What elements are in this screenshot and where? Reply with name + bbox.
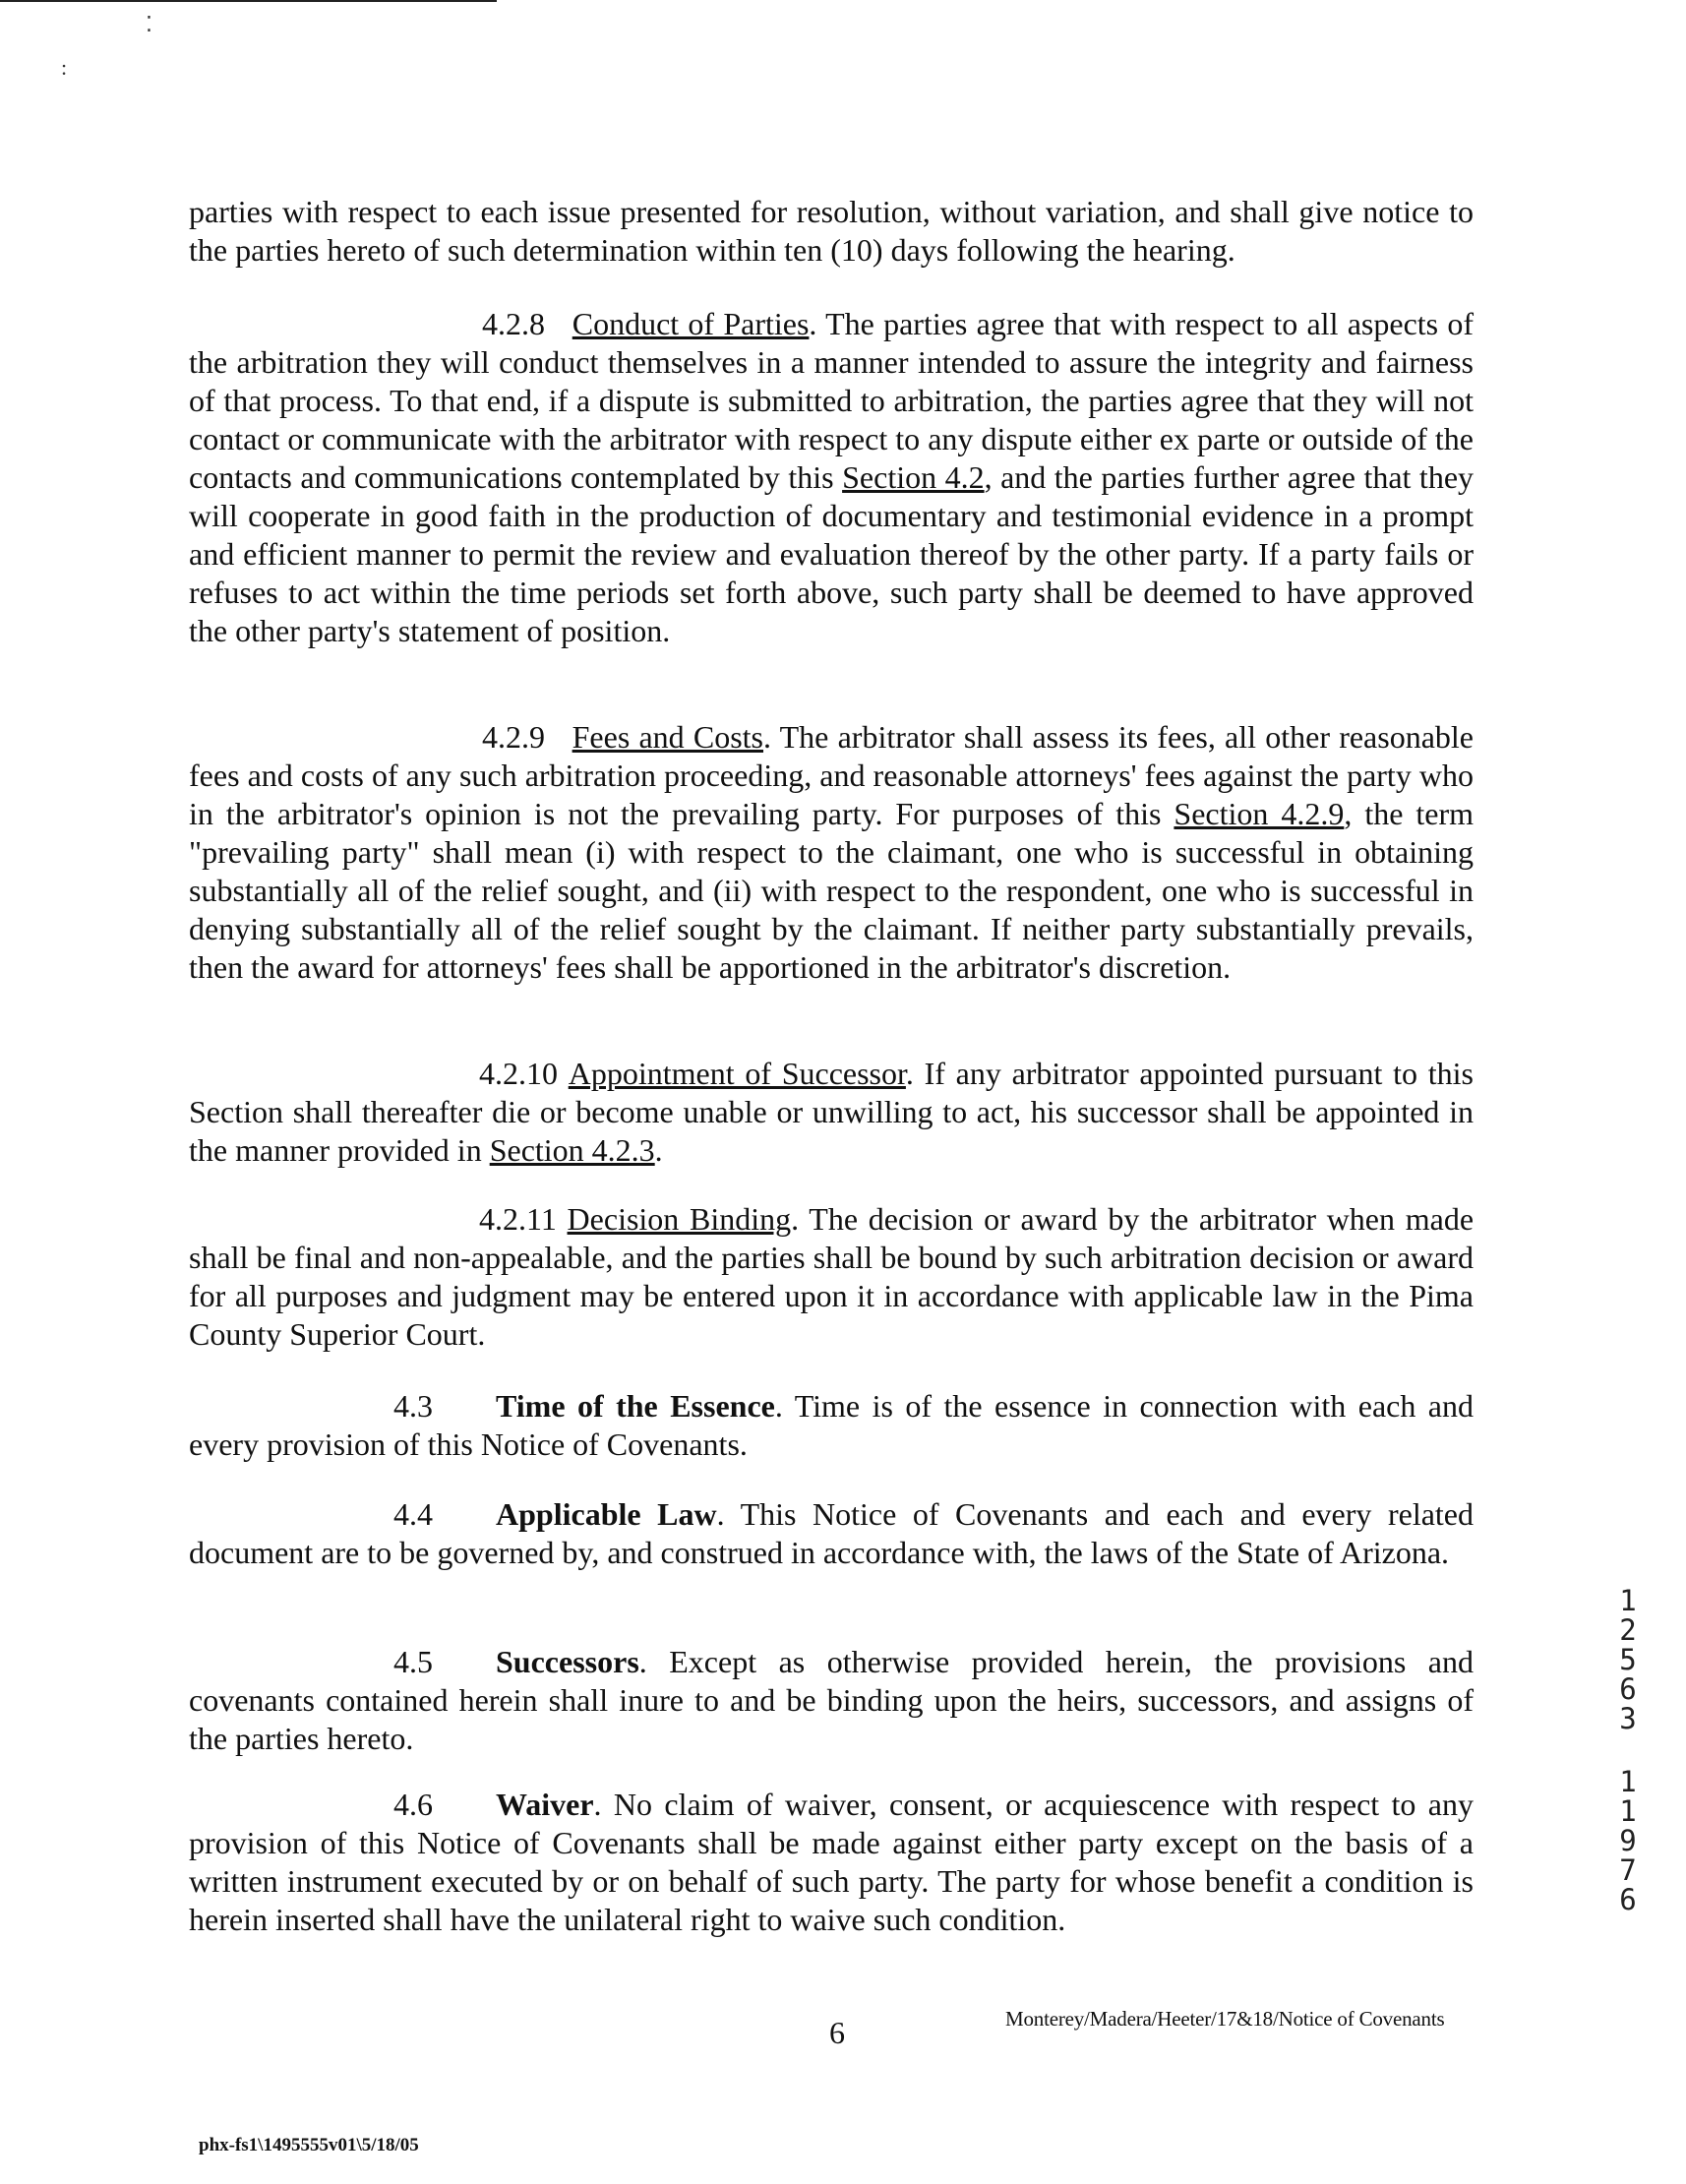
section-4-2-10: 4.2.10 Appointment of Successor. If any arbitrator appointed pursuant to this Section shall thereafter die or become unable or unwilling to act, his successor shall be appointed in the manner provided in Section 4.2.3.	[189, 1056, 1474, 1168]
page-number: 6	[829, 2015, 845, 2050]
section-heading: Appointment of Successor	[568, 1056, 906, 1091]
section-heading: Time of the Essence	[496, 1388, 775, 1424]
top-rule	[0, 0, 497, 2]
section-reference: Section 4.2	[842, 459, 985, 495]
section-heading: Successors	[496, 1644, 639, 1679]
section-heading: Decision Binding	[567, 1201, 792, 1237]
file-reference: phx-fs1\1495555v01\5/18/05	[199, 2135, 419, 2155]
section-reference: Section 4.2.9	[1174, 796, 1345, 831]
section-4-3: 4.3 Time of the Essence. Time is of the essence in connection with each and every provision of this Notice of Covenants.	[189, 1388, 1474, 1462]
section-4-5: 4.5 Successors. Except as otherwise provided herein, the provisions and covenants contained herein shall inure to and be binding upon the heirs, successors, and assigns of the parties hereto.	[189, 1644, 1474, 1756]
section-heading: Waiver	[496, 1787, 594, 1822]
section-heading: Fees and Costs	[572, 719, 764, 755]
recording-number-stamp: 1 2 5 6 3 1 1 9 7 6	[1619, 1584, 1637, 1916]
section-heading: Applicable Law	[496, 1496, 717, 1532]
section-4-2-11: 4.2.11 Decision Binding. The decision or award by the arbitrator when made shall be final and non-appealable, and the parties shall be bound by such arbitration decision or award for all purposes and judgment may be entered upon it in accordance with applicable law in the Pima County Superior Court.	[189, 1201, 1475, 1352]
scan-speck: :	[61, 55, 68, 80]
paragraph-continuation: parties with respect to each issue presented for resolution, without variation, and shall give notice to the parties hereto of such determination within ten (10) days following the hearing.	[189, 194, 1474, 268]
scan-speck: ⁚	[146, 12, 152, 36]
document-reference: Monterey/Madera/Heeter/17&18/Notice of Covenants	[1005, 2007, 1445, 2031]
section-reference: Section 4.2.3	[489, 1132, 655, 1168]
section-4-2-8: 4.2.8 Conduct of Parties. The parties agree that with respect to all aspects of the arbitration they will conduct themselves in a manner intended to assure the integrity and fairness of that process. To that end, if a dispute is submitted to arbitration, the parties agree that they will not contact or communicate with the arbitrator with respect to any dispute either ex parte or outside of the contacts and communications contemplated by this Section 4.2, and the parties further agree that they will cooperate in good faith in the production of documentary and testimonial evidence in a prompt and efficient manner to permit the review and evaluation thereof by the other party. If a party fails or refuses to act within the time periods set forth above, such party shall be deemed to have approved the other party's statement of position.	[189, 306, 1475, 648]
section-4-6: 4.6 Waiver. No claim of waiver, consent, or acquiescence with respect to any provision of this Notice of Covenants shall be made against either party except on the basis of a written instrument executed by or on behalf of such party. The party for whose benefit a condition is herein inserted shall have the unilateral right to waive such condition.	[189, 1787, 1474, 1937]
section-4-2-9: 4.2.9 Fees and Costs. The arbitrator shall assess its fees, all other reasonable fees and costs of any such arbitration proceeding, and reasonable attorneys' fees against the party who in the arbitrator's opinion is not the prevailing party. For purposes of this Section 4.2.9, the term "prevailing party" shall mean (i) with respect to the claimant, one who is successful in obtaining substantially all of the relief sought, and (ii) with respect to the respondent, one who is successful in denying substantially all of the relief sought by the claimant. If neither party substantially prevails, then the award for attorneys' fees shall be apportioned in the arbitrator's discretion.	[189, 719, 1475, 985]
section-heading: Conduct of Parties	[572, 306, 810, 341]
section-4-4: 4.4 Applicable Law. This Notice of Covenants and each and every related document are to be governed by, and construed in accordance with, the laws of the State of Arizona.	[189, 1496, 1475, 1570]
